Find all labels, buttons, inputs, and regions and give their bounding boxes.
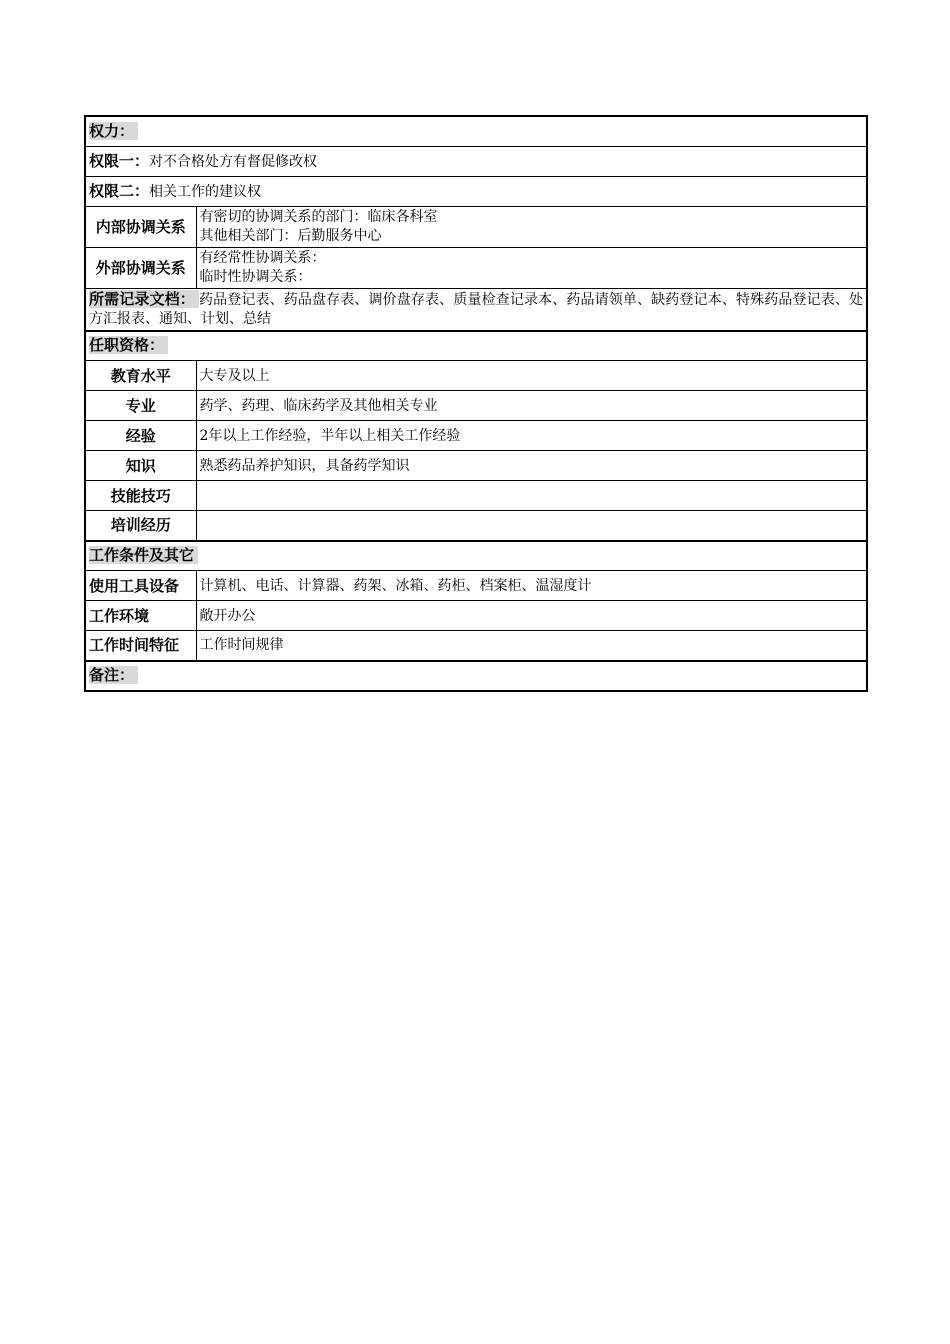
authority-right2-label: 权限二： [89, 181, 150, 200]
qualifications-header-row [85, 331, 867, 361]
internal-coordination-value [196, 206, 867, 247]
external-coordination-line2: 临时性协调关系： [199, 268, 312, 285]
condition-value: 敞开办公 [196, 601, 867, 631]
condition-value: 工作时间规律 [196, 631, 867, 661]
qualification-row [85, 421, 867, 451]
qualification-label: 教育水平 [85, 361, 196, 391]
qualification-row [85, 361, 867, 391]
qualification-label: 技能技巧 [85, 481, 196, 511]
internal-coordination-row [85, 206, 867, 247]
authority-header-row [85, 116, 867, 146]
qualification-value: 2年以上工作经验，半年以上相关工作经验 [196, 421, 867, 451]
conditions-header-row [85, 541, 867, 571]
condition-label: 工作环境 [85, 601, 196, 631]
qualification-label: 专业 [85, 391, 196, 421]
records-label: 所需记录文档： [89, 290, 199, 308]
condition-label: 使用工具设备 [85, 571, 196, 601]
external-coordination-line1: 有经常性协调关系： [199, 249, 326, 266]
authority-right1-label: 权限一： [89, 151, 150, 170]
condition-label: 工作时间特征 [85, 631, 196, 661]
qualification-label: 培训经历 [85, 511, 196, 541]
condition-row [85, 601, 867, 631]
qualifications-header: 任职资格： [89, 336, 168, 354]
records-text: 药品登记表、药品盘存表、调价盘存表、质量检查记录本、药品请领单、缺药登记本、特殊药品登记表、处方汇报表、通知、计划、总结 [89, 291, 864, 327]
qualification-value: 大专及以上 [196, 361, 867, 391]
authority-right1-text: 对不合格处方有督促修改权 [149, 153, 318, 170]
qualification-value [196, 481, 867, 511]
condition-row [85, 631, 867, 661]
conditions-header: 工作条件及其它 [89, 546, 198, 564]
qualification-label: 知识 [85, 451, 196, 481]
authority-right1-row [85, 146, 867, 176]
condition-value: 计算机、电话、计算器、药架、冰箱、药柜、档案柜、温湿度计 [196, 571, 867, 601]
qualification-row [85, 391, 867, 421]
qualification-value: 熟悉药品养护知识，具备药学知识 [196, 451, 867, 481]
qualification-row [85, 451, 867, 481]
qualification-row [85, 481, 867, 511]
qualification-value: 药学、药理、临床药学及其他相关专业 [196, 391, 867, 421]
internal-coordination-label: 内部协调关系 [85, 206, 196, 247]
condition-row [85, 571, 867, 601]
authority-right2-text: 相关工作的建议权 [149, 183, 262, 200]
external-coordination-value [196, 247, 867, 288]
remarks-label: 备注： [89, 666, 138, 684]
qualification-value [196, 511, 867, 541]
job-description-sheet [84, 115, 866, 692]
internal-coordination-line1: 有密切的协调关系的部门：临床各科室 [199, 208, 438, 225]
records-row [85, 288, 867, 331]
qualification-row [85, 511, 867, 541]
external-coordination-label: 外部协调关系 [85, 247, 196, 288]
qualification-label: 经验 [85, 421, 196, 451]
remarks-row [85, 661, 867, 691]
authority-header: 权力： [89, 122, 138, 140]
authority-right2-row [85, 176, 867, 206]
external-coordination-row [85, 247, 867, 288]
internal-coordination-line2: 其他相关部门：后勤服务中心 [199, 227, 382, 244]
job-description-table [84, 115, 868, 692]
